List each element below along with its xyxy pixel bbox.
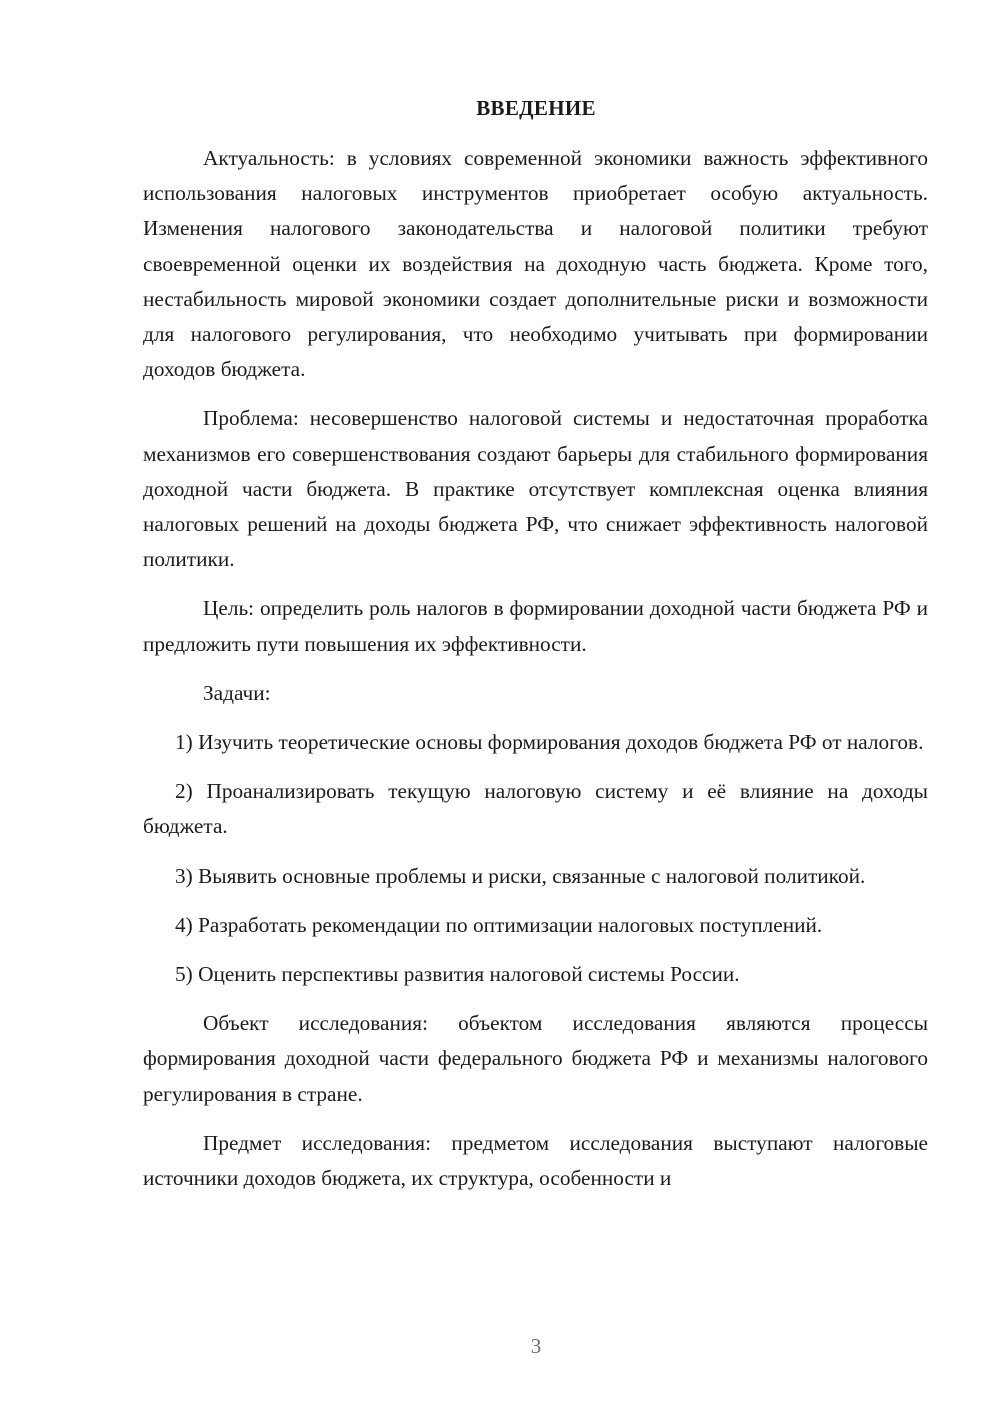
task-item-2: 2) Проанализировать текущую налоговую систему и её влияние на доходы бюджета.: [143, 779, 928, 839]
paragraph-tasks-label: Задачи:: [203, 680, 271, 705]
paragraph-relevance: Актуальность: в условиях современной экономики важность эффективного использования налоговых инструментов приобретает особую актуальность. Изменения налогового законодательства и налоговой политики требуют своевременной оценки их воздействия на доходную часть бюджета. Кроме того, нестабильность мировой экономики создает дополнительные риски и возможности для налогового регулирования, что необходимо учитывать при формировании доходов бюджета.: [143, 146, 928, 382]
task-item-5: 5) Оценить перспективы развития налоговой системы России.: [175, 962, 740, 987]
paragraph-problem: Проблема: несовершенство налоговой системы и недостаточная проработка механизмов его совершенствования создают барьеры для стабильного формирования доходной части бюджета. В практике отсутствует комплексная оценка влияния налоговых решений на доходы бюджета РФ, что снижает эффективность налоговой политики.: [143, 406, 928, 572]
document-body: [143, 141, 928, 1196]
page-number: 3: [530, 1334, 542, 1358]
paragraph-subject: Предмет исследования: предметом исследования выступают налоговые источники доходов бюджета, их структура, особенности и: [143, 1130, 928, 1191]
paragraph-goal: Цель: определить роль налогов в формировании доходной части бюджета РФ и предложить пути повышения их эффективности.: [143, 596, 928, 656]
section-heading: ВВЕДЕНИЕ: [476, 96, 596, 120]
paragraph-object: Объект исследования: объектом исследования являются процессы формирования доходной части федерального бюджета РФ и механизмы налогового регулирования в стране.: [143, 1011, 928, 1106]
task-item-4: 4) Разработать рекомендации по оптимизации налоговых поступлений.: [175, 912, 823, 937]
task-item-3: 3) Выявить основные проблемы и риски, связанные с налоговой политикой.: [175, 863, 866, 888]
task-item-1: 1) Изучить теоретические основы формирования доходов бюджета РФ от налогов.: [175, 730, 924, 755]
